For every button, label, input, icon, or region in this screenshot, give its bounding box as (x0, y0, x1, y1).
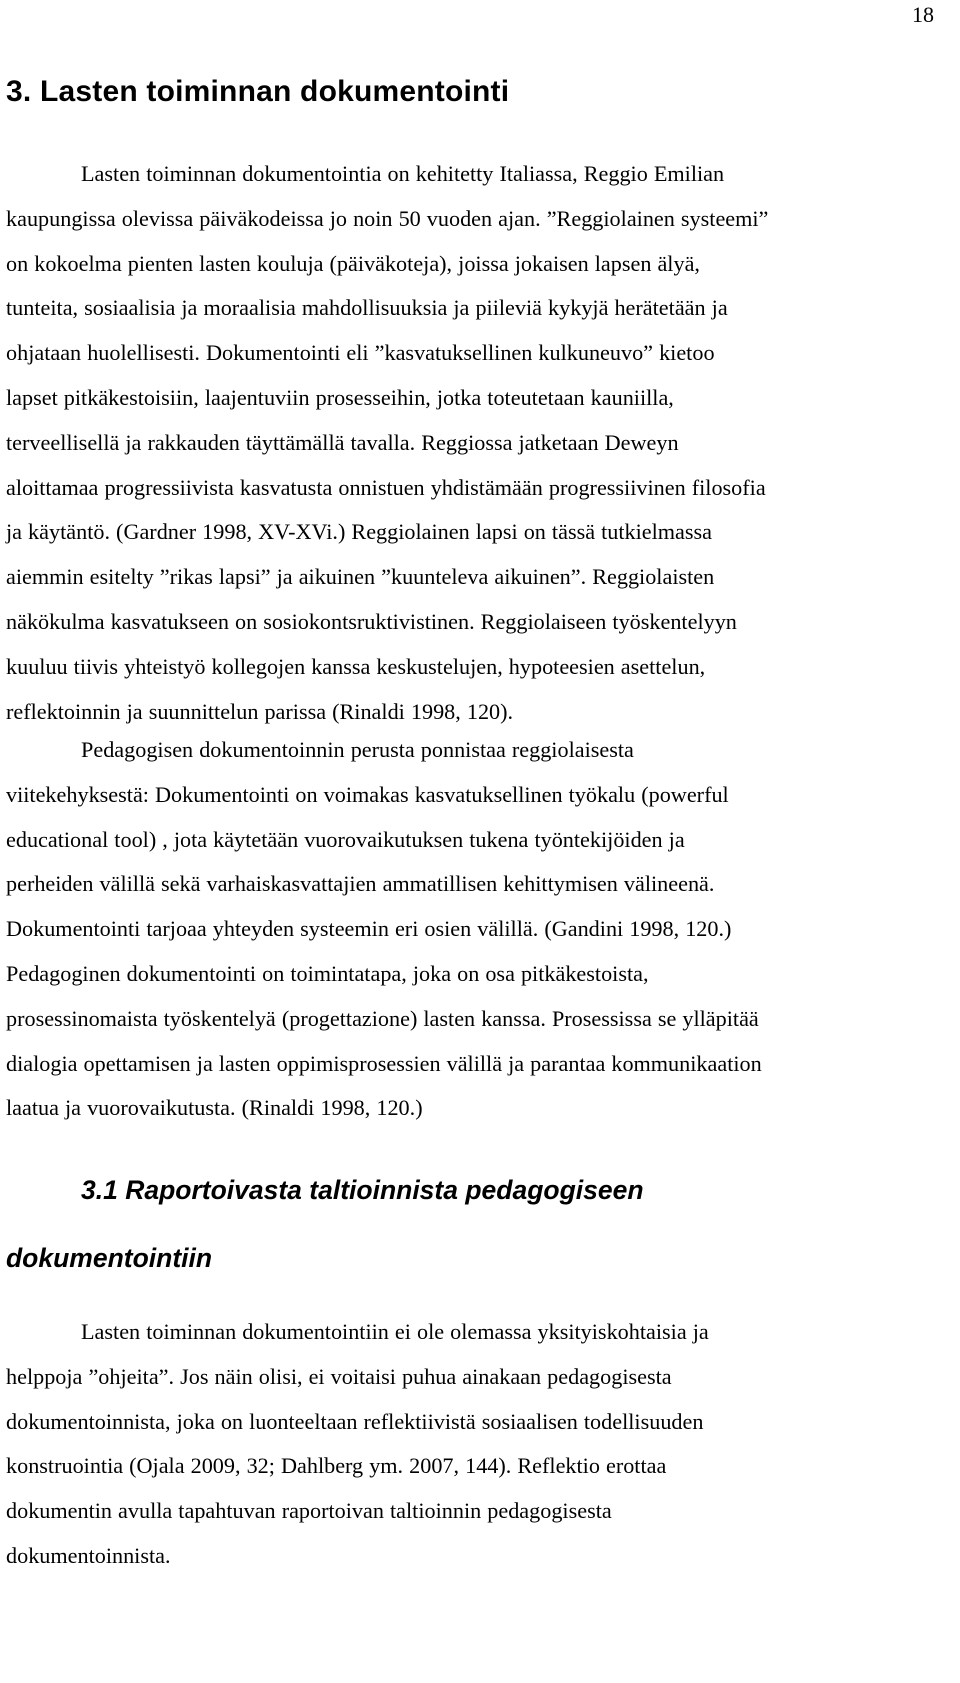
paragraph-1-line: reflektoinnin ja suunnittelun parissa (Rinaldi 1998, 120). (6, 698, 514, 724)
paragraph-2-line: Pedagoginen dokumentointi on toimintatapa, joka on osa pitkäkestoista, (6, 960, 649, 986)
paragraph-3-line: konstruointia (Ojala 2009, 32; Dahlberg ym. 2007, 144). Reflektio erottaa (6, 1453, 667, 1479)
paragraph-1-line: ohjataan huolellisesti. Dokumentointi eli ”kasvatuksellinen kulkuneuvo” kietoo (6, 340, 715, 366)
paragraph-1-line: aloittamaa progressiivista kasvatusta onnistuen yhdistämään progressiivinen filosofia (6, 474, 766, 500)
paragraph-1-line: kuuluu tiivis yhteistyö kollegojen kanssa keskustelujen, hypoteesien asettelun, (6, 653, 706, 679)
paragraph-1-line: lapset pitkäkestoisiin, laajentuviin prosesseihin, jotka toteutetaan kauniilla, (6, 384, 674, 410)
page-number: 18 (912, 2, 934, 27)
paragraph-1-line: terveellisellä ja rakkauden täyttämällä tavalla. Reggiossa jatketaan Deweyn (6, 429, 679, 455)
paragraph-2-line: Dokumentointi tarjoaa yhteyden systeemin eri osien välillä. (Gandini 1998, 120.) (6, 916, 732, 942)
paragraph-2-line: prosessinomaista työskentelyä (progettazione) lasten kanssa. Prosessissa se ylläpitää (6, 1005, 759, 1031)
paragraph-3 (6, 1310, 930, 1579)
paragraph-1-line: Lasten toiminnan dokumentointia on kehitetty Italiassa, Reggio Emilian (81, 161, 725, 186)
paragraph-1-line: näkökulma kasvatukseen on sosiokontsruktivistinen. Reggiolaiseen työskentelyyn (6, 608, 737, 634)
paragraph-1-line: aiemmin esitelty ”rikas lapsi” ja aikuinen ”kuunteleva aikuinen”. Reggiolaisten (6, 564, 715, 590)
paragraph-2-line: dialogia opettamisen ja lasten oppimisprosessien välillä ja parantaa kommunikaation (6, 1050, 762, 1076)
paragraph-2 (6, 728, 930, 1131)
paragraph-1 (6, 152, 930, 734)
section-heading-line-2: dokumentointiin (6, 1243, 213, 1273)
paragraph-2-line: perheiden välillä sekä varhaiskasvattajien ammatillisen kehittymisen välineenä. (6, 871, 715, 897)
paragraph-3-line: dokumentin avulla tapahtuvan raportoivan taltioinnin pedagogisesta (6, 1498, 612, 1524)
paragraph-1-line: tunteita, sosiaalisia ja moraalisia mahdollisuuksia ja piileviä kykyjä herätetään ja (6, 295, 728, 321)
section-heading-line-1: 3.1 Raportoivasta taltioinnista pedagogiseen (81, 1175, 644, 1205)
paragraph-1-line: kaupungissa olevissa päiväkodeissa jo noin 50 vuoden ajan. ”Reggiolainen systeemi” (6, 205, 769, 231)
paragraph-2-line: viitekehyksestä: Dokumentointi on voimakas kasvatuksellinen työkalu (powerful (6, 781, 729, 807)
paragraph-3-line: Lasten toiminnan dokumentointiin ei ole olemassa yksityiskohtaisia ja (81, 1319, 709, 1344)
chapter-heading: 3. Lasten toiminnan dokumentointi (6, 75, 510, 108)
paragraph-2-line: educational tool) , jota käytetään vuorovaikutuksen tukena työntekijöiden ja (6, 826, 685, 852)
paragraph-2-line: laatua ja vuorovaikutusta. (Rinaldi 1998, 120.) (6, 1095, 423, 1121)
paragraph-3-line: dokumentoinnista, joka on luonteeltaan reflektiivistä sosiaalisen todellisuuden (6, 1408, 704, 1434)
paragraph-2-line: Pedagogisen dokumentoinnin perusta ponnistaa reggiolaisesta (81, 737, 634, 762)
paragraph-1-line: on kokoelma pienten lasten kouluja (päiväkoteja), joissa jokaisen lapsen älyä, (6, 250, 700, 276)
paragraph-1-line: ja käytäntö. (Gardner 1998, XV-XVi.) Reggiolainen lapsi on tässä tutkielmassa (6, 519, 713, 545)
paragraph-3-line: helppoja ”ohjeita”. Jos näin olisi, ei voitaisi puhua ainakaan pedagogisesta (6, 1363, 672, 1389)
paragraph-3-line: dokumentoinnista. (6, 1542, 171, 1568)
